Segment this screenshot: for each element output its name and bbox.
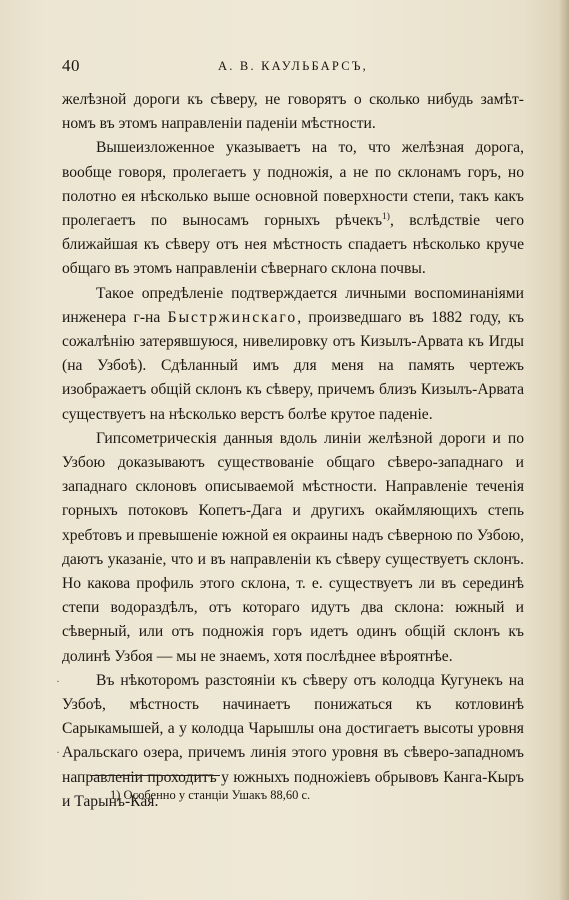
running-head: А. В. КАУЛЬБАРСЪ,: [218, 59, 368, 73]
footnote-separator: [90, 775, 220, 776]
paragraph-text: , произведшаго въ 1882 году, къ сожалѣнію затерявшуюся, нивелировку отъ Кизылъ-Арвата къ Игды (на Узбоѣ). Сдѣланный имъ для меня на память чертежъ изображаетъ общій склонъ къ сѣверу, причемъ близъ Кизылъ-Арвата существуетъ на нѣсколько верстъ болѣе крутое паденіе.: [62, 308, 524, 423]
paragraph: [62, 88, 524, 136]
page-header: [62, 56, 524, 80]
body-text: [62, 88, 524, 814]
paragraph-text: Вышеизложенное указываетъ на то, что желѣзная дорога, вообще говоря, пролегаетъ у подножія, а не по склонамъ горъ, но полотно ея нѣсколько выше основной поверхности степи, такъ какъ пролегаетъ по выносамъ горныхъ рѣчекъ: [62, 139, 524, 230]
footnote: 1) Особенно у станціи Ушакъ 88,60 с.: [110, 788, 311, 802]
margin-dot: ·: [56, 674, 60, 688]
footnote-ref: 1): [382, 212, 390, 223]
paragraph: [62, 427, 524, 669]
spaced-name: Быстржинскаго: [167, 308, 298, 326]
margin-dot: ·: [56, 745, 60, 759]
paragraph-text: желѣзной дороги къ сѣверу, не говорятъ о сколько нибудь замѣт-номъ въ этомъ направленіи паденіи мѣстности.: [62, 91, 524, 133]
page-number: 40: [62, 56, 80, 75]
paragraph-text: Въ нѣкоторомъ разстояніи къ сѣверу отъ колодца Кугунекъ на Узбоѣ, мѣстность начинаетъ понижаться къ котловинѣ Сарыкамышей, а у колодца Чарышлы она достигаетъ высоты уровня Аральскаго озера, причемъ линія этого уровня въ сѣверо-западномъ направленіи проходитъ у южныхъ подножіевъ обрывовъ Канга-Кыръ и Тарынъ-Кая.: [62, 671, 524, 810]
paragraph: [62, 282, 524, 427]
paragraph: [62, 136, 524, 281]
paragraph-text: , вслѣдствіе чего ближайшая къ сѣверу отъ нея мѣстность спадаетъ нѣсколько круче общаго въ этомъ направленіи сѣвернаго склона почвы.: [62, 212, 524, 278]
paragraph-text: Такое опредѣленіе подтверждается личными воспоминаніями инженера г-на: [62, 284, 524, 326]
paragraph-text: Гипсометрическія данныя вдоль линіи желѣзной дороги и по Узбою доказываютъ существованіе общаго сѣверо-западнаго и западнаго склоновъ описываемой мѣстности. Направленіе теченія горныхъ потоковъ Копетъ-Дага и другихъ окаймляющихъ степь хребтовъ и превышеніе южной ея окраины надъ сѣверною по Узбою, даютъ указаніе, что и въ направленіи къ сѣверу существуетъ склонъ. Но какова профиль этого склона, т. е. существуетъ ли въ серединѣ степи водораздѣлъ, отъ котораго идутъ два склона: южный и сѣверный, или отъ подножія горъ идетъ одинъ общій склонъ къ долинѣ Узбоя — мы не знаемъ, хотя послѣднее вѣроятнѣе.: [62, 429, 524, 665]
page-edge-shadow: [559, 0, 569, 900]
